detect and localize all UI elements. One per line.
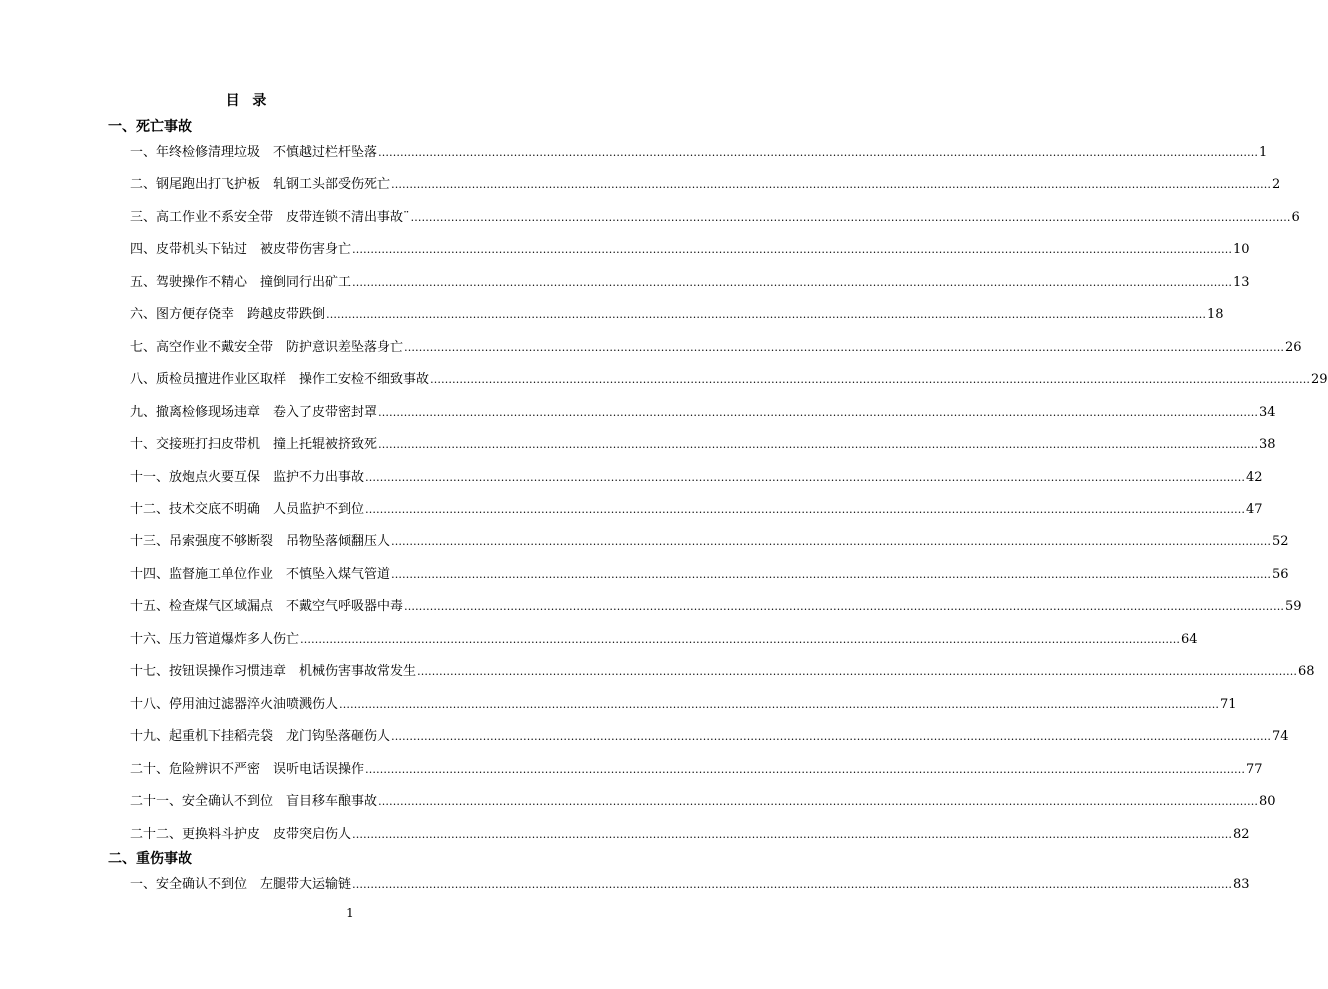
toc-entry-page: 56 <box>1272 566 1289 582</box>
toc-entry-title: 三、高工作业不系安全带 皮带连锁不清出事故¨ <box>130 209 410 225</box>
toc-entry[interactable] <box>130 436 1276 454</box>
section-heading-fatal: 一、死亡事故 <box>108 119 192 135</box>
toc-entry-page: 13 <box>1233 274 1250 290</box>
toc-entry-page: 82 <box>1233 826 1250 842</box>
toc-dot-leader: …………………………………………………………………………………………………………………………………………………………………………………………………………………… <box>391 178 1272 192</box>
toc-entry-page: 29 <box>1311 372 1328 388</box>
toc-dot-leader: …………………………………………………………………………………………………………………………………………………………………………………………………………………… <box>300 632 1181 646</box>
toc-dot-leader: …………………………………………………………………………………………………………………………………………………………………………………………………………………… <box>352 827 1233 841</box>
toc-dot-leader: …………………………………………………………………………………………………………………………………………………………………………………………………………………… <box>378 438 1259 452</box>
toc-dot-leader: …………………………………………………………………………………………………………………………………………………………………………………………………………………… <box>404 600 1285 614</box>
toc-entry[interactable] <box>130 306 1224 324</box>
toc-entry-title: 十九、起重机下挂稻壳袋 龙门钩坠落砸伤人 <box>130 729 391 745</box>
toc-entry-title: 五、驾驶操作不精心 撞倒同行出矿工 <box>130 274 352 290</box>
toc-entry-title: 八、质检员擅进作业区取样 操作工安检不细致事故 <box>130 372 430 388</box>
toc-entry-title: 十四、监督施工单位作业 不慎坠入煤气管道 <box>130 566 391 582</box>
toc-dot-leader: …………………………………………………………………………………………………………………………………………………………………………………………………………………… <box>365 470 1246 484</box>
toc-dot-leader: …………………………………………………………………………………………………………………………………………………………………………………………………………………… <box>365 762 1246 776</box>
toc-entry-title: 十七、按钮误操作习惯违章 机械伤害事故常发生 <box>130 664 417 680</box>
toc-entry-title: 二、钢尾跑出打飞护板 轧钢工头部受伤死亡 <box>130 177 391 193</box>
toc-entry-page: 6 <box>1291 209 1300 225</box>
toc-entry-title: 四、皮带机头下钻过 被皮带伤害身亡 <box>130 242 352 258</box>
toc-entry[interactable] <box>130 274 1250 292</box>
page-number: 1 <box>346 906 354 920</box>
toc-entry-page: 52 <box>1272 534 1289 550</box>
toc-entry-page: 18 <box>1207 307 1224 323</box>
toc-entry-title: 十八、停用油过滤器淬火油喷溅伤人 <box>130 696 339 712</box>
toc-entry-page: 83 <box>1233 877 1250 892</box>
toc-entry-page: 47 <box>1246 502 1263 517</box>
toc-entry-title: 二十一、安全确认不到位 盲目移车酿事故 <box>130 794 378 809</box>
toc-dot-leader: …………………………………………………………………………………………………………………………………………………………………………………………………………………… <box>391 567 1272 581</box>
toc-dot-leader: …………………………………………………………………………………………………………………………………………………………………………………………………………………… <box>378 405 1259 419</box>
toc-entry[interactable] <box>130 404 1276 422</box>
toc-entry-title: 七、高空作业不戴安全带 防护意识差坠落身亡 <box>130 339 404 355</box>
toc-title: 目 录 <box>225 93 271 109</box>
toc-entry-page: 80 <box>1259 794 1276 809</box>
toc-entry[interactable] <box>130 176 1281 194</box>
toc-entry[interactable] <box>130 826 1250 844</box>
toc-dot-leader: …………………………………………………………………………………………………………………………………………………………………………………………………………………… <box>430 373 1311 387</box>
toc-entry-title: 一、年终检修清理垃圾 不慎越过栏杆坠落 <box>130 145 378 160</box>
toc-dot-leader: …………………………………………………………………………………………………………………………………………………………………………………………………………………… <box>391 535 1272 549</box>
toc-entry[interactable] <box>130 663 1315 681</box>
toc-entry-page: 64 <box>1181 631 1198 647</box>
toc-entry[interactable] <box>130 209 1300 227</box>
toc-entry-page: 68 <box>1298 664 1315 680</box>
toc-entry-page: 10 <box>1233 242 1250 258</box>
toc-entry-title: 十二、技术交底不明确 人员监护不到位 <box>130 502 365 517</box>
toc-dot-leader: …………………………………………………………………………………………………………………………………………………………………………………………………………………… <box>339 697 1220 711</box>
toc-entry-title: 十五、检查煤气区域漏点 不戴空气呼吸器中毒 <box>130 599 404 615</box>
toc-entry-title: 一、安全确认不到位 左腿带大运输链 <box>130 877 352 892</box>
toc-entry-title: 十三、吊索强度不够断裂 吊物坠落倾翻压人 <box>130 534 391 550</box>
toc-entry-page: 1 <box>1259 145 1268 160</box>
toc-entry[interactable] <box>130 144 1268 162</box>
toc-entry-page: 26 <box>1285 339 1302 355</box>
toc-dot-leader: …………………………………………………………………………………………………………………………………………………………………………………………………………………… <box>391 730 1272 744</box>
toc-entry-title: 十、交接班打扫皮带机 撞上托辊被挤致死 <box>130 437 378 453</box>
toc-entry[interactable] <box>130 533 1289 551</box>
toc-entry-title: 九、撤离检修现场违章 卷入了皮带密封罩 <box>130 404 378 420</box>
toc-entry[interactable] <box>130 241 1250 259</box>
toc-entry[interactable] <box>130 566 1289 584</box>
toc-entry[interactable] <box>130 339 1302 357</box>
toc-dot-leader: …………………………………………………………………………………………………………………………………………………………………………………………………………………… <box>326 308 1207 322</box>
toc-entry-page: 59 <box>1285 599 1302 615</box>
toc-entry[interactable] <box>130 371 1328 389</box>
section-heading-serious-injury: 二、重伤事故 <box>108 851 192 867</box>
toc-dot-leader: …………………………………………………………………………………………………………………………………………………………………………………………………………………… <box>378 146 1259 159</box>
toc-entry-page: 38 <box>1259 437 1276 453</box>
toc-dot-leader: …………………………………………………………………………………………………………………………………………………………………………………………………………………… <box>404 340 1285 354</box>
toc-entry[interactable] <box>130 793 1276 811</box>
toc-entry-page: 77 <box>1246 761 1263 777</box>
toc-dot-leader: …………………………………………………………………………………………………………………………………………………………………………………………………………………… <box>352 878 1233 891</box>
toc-entry[interactable] <box>130 761 1263 779</box>
toc-dot-leader: …………………………………………………………………………………………………………………………………………………………………………………………………………………… <box>365 503 1246 516</box>
toc-entry[interactable] <box>130 631 1198 649</box>
toc-entry[interactable] <box>130 696 1237 714</box>
toc-entry[interactable] <box>130 728 1289 746</box>
toc-entry-page: 74 <box>1272 729 1289 745</box>
toc-entry-page: 71 <box>1220 696 1237 712</box>
toc-entry[interactable] <box>130 501 1263 519</box>
toc-dot-leader: …………………………………………………………………………………………………………………………………………………………………………………………………………………… <box>352 243 1233 257</box>
toc-entry[interactable] <box>130 469 1263 487</box>
toc-entry-title: 十一、放炮点火要互保 监护不力出事故 <box>130 469 365 485</box>
toc-entry-title: 六、图方便存侥幸 跨越皮带跌倒 <box>130 307 326 323</box>
toc-dot-leader: …………………………………………………………………………………………………………………………………………………………………………………………………………………… <box>417 665 1298 679</box>
toc-entry-title: 二十、危险辨识不严密 误听电话误操作 <box>130 761 365 777</box>
toc-entry[interactable] <box>130 876 1250 894</box>
toc-entry-page: 42 <box>1246 469 1263 485</box>
toc-dot-leader: …………………………………………………………………………………………………………………………………………………………………………………………………………………… <box>410 210 1291 224</box>
toc-entry[interactable] <box>130 598 1302 616</box>
toc-entry-page: 34 <box>1259 404 1276 420</box>
toc-entry-title: 十六、压力管道爆炸多人伤亡 <box>130 631 300 647</box>
toc-entry-title: 二十二、更换料斗护皮 皮带突启伤人 <box>130 826 352 842</box>
toc-dot-leader: …………………………………………………………………………………………………………………………………………………………………………………………………………………… <box>352 275 1233 289</box>
toc-entry-page: 2 <box>1272 177 1281 193</box>
toc-dot-leader: …………………………………………………………………………………………………………………………………………………………………………………………………………………… <box>378 795 1259 808</box>
